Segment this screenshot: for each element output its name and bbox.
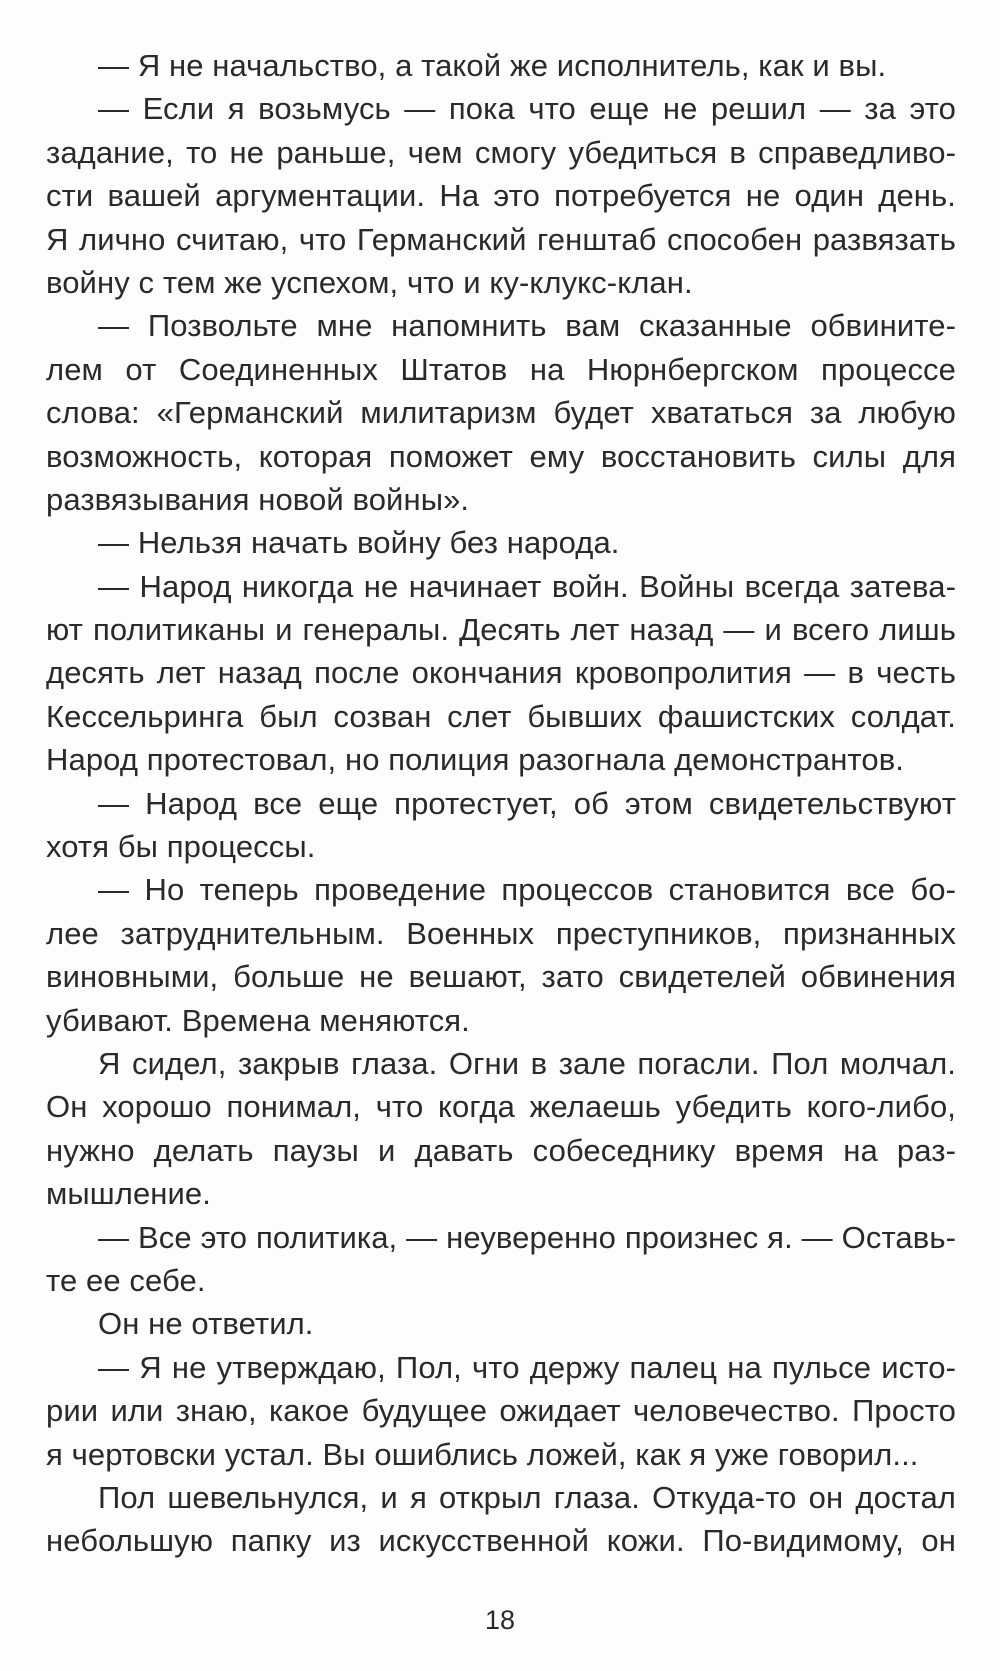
text-line: сти вашей аргументации. На это потребуется не один день.	[46, 178, 956, 214]
text-line: — Все это политика, — неуверенно произнес я. — Оставь-	[98, 1219, 956, 1255]
text-line: Я сидел, закрыв глаза. Огни в зале погасли. Пол молчал.	[98, 1045, 956, 1081]
text-line: Он хорошо понимал, что когда желаешь убедить кого-либо,	[46, 1089, 956, 1125]
text-line: — Но теперь проведение процессов становится все бо-	[98, 872, 956, 908]
text-line: — Если я возьмусь — пока что еще не решил — за это	[98, 91, 956, 127]
text-line: — Я не начальство, а такой же исполнитель, как и вы.	[98, 48, 887, 83]
text-line: лем от Соединенных Штатов на Нюрнбергском процессе	[46, 351, 956, 387]
text-line: лее затруднительным. Военных преступников, признанных	[46, 915, 956, 951]
text-line: слова: «Германский милитаризм будет хвататься за любую	[46, 395, 956, 431]
text-line: ют политиканы и генералы. Десять лет назад — и всего лишь	[46, 612, 956, 648]
page-number: 18	[484, 1605, 516, 1635]
text-line: мышление.	[46, 1176, 211, 1212]
text-line: Кессельринга был созван слет бывших фашистских солдат.	[46, 698, 956, 734]
text-line: войну с тем же успехом, что и ку-клукс-клан.	[46, 264, 693, 300]
text-line: — Я не утверждаю, Пол, что держу палец на пульсе исто-	[98, 1349, 956, 1385]
text-line: убивают. Времена меняются.	[46, 1002, 470, 1038]
text-line: — Народ все еще протестует, об этом свидетельствуют	[98, 785, 956, 821]
text-line: возможность, которая поможет ему восстановить силы для	[46, 438, 956, 474]
text-line: Я лично считаю, что Германский генштаб способен развязать	[46, 221, 956, 257]
text-line: нужно делать паузы и давать собеседнику время на раз-	[46, 1132, 956, 1168]
text-line: Он не ответил.	[98, 1306, 314, 1342]
text-line: Народ протестовал, но полиция разогнала демонстрантов.	[46, 742, 904, 778]
text-line: Пол шевельнулся, и я открыл глаза. Откуда-то он достал	[98, 1479, 956, 1515]
text-line: те ее себе.	[46, 1262, 206, 1298]
text-line: десять лет назад после окончания кровопролития — в честь	[46, 655, 956, 691]
text-line: — Позвольте мне напомнить вам сказанные обвините-	[98, 308, 956, 344]
body-text	[46, 44, 956, 1563]
text-line: рии или знаю, какое будущее ожидает человечество. Просто	[46, 1393, 956, 1429]
text-line: небольшую папку из искусственной кожи. По-видимому, он	[46, 1523, 956, 1559]
text-line: — Нельзя начать войну без народа.	[98, 525, 620, 561]
text-line: я чертовски устал. Вы ошиблись ложей, как я уже говорил...	[46, 1436, 919, 1472]
text-line: задание, то не раньше, чем смогу убедиться в справедливо-	[46, 134, 956, 170]
text-line: развязывания новой войны».	[46, 481, 470, 517]
text-line: — Народ никогда не начинает войн. Войны всегда затева-	[98, 568, 956, 604]
text-line: виновными, больше не вешают, зато свидетелей обвинения	[46, 959, 956, 995]
text-line: хотя бы процессы.	[46, 829, 316, 865]
